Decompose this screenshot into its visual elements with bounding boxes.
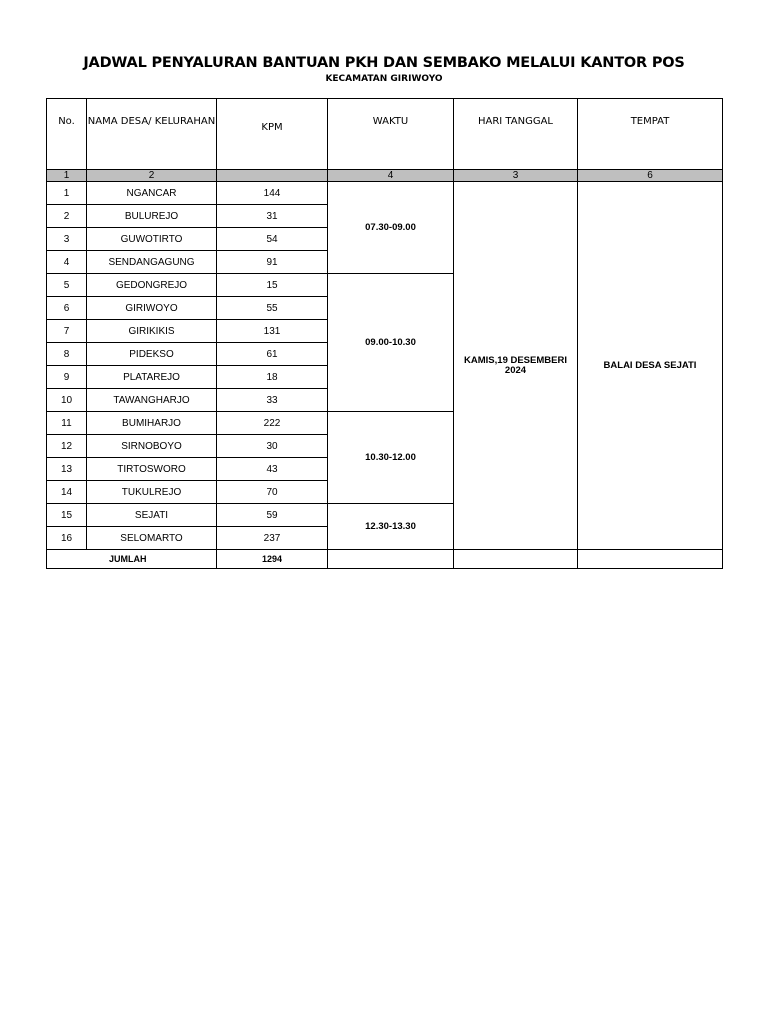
column-index-row (47, 170, 723, 182)
col-header-kpm: KPM (217, 99, 328, 170)
row-number: 8 (47, 343, 87, 366)
time-slot: 10.30-12.00 (328, 412, 454, 504)
village-name: GIRIWOYO (87, 297, 217, 320)
schedule-table (46, 98, 723, 569)
document-subtitle: KECAMATAN GIRIWOYO (325, 74, 443, 84)
table-header-row (47, 99, 723, 170)
kpm-count: 30 (217, 435, 328, 458)
index-cell: 3 (454, 170, 578, 182)
kpm-count: 61 (217, 343, 328, 366)
row-number: 1 (47, 182, 87, 205)
kpm-count: 54 (217, 228, 328, 251)
village-name: SIRNOBOYO (87, 435, 217, 458)
village-name: SENDANGAGUNG (87, 251, 217, 274)
row-number: 4 (47, 251, 87, 274)
index-cell: 4 (328, 170, 454, 182)
row-number: 5 (47, 274, 87, 297)
kpm-count: 33 (217, 389, 328, 412)
village-name: BULUREJO (87, 205, 217, 228)
row-number: 2 (47, 205, 87, 228)
kpm-count: 237 (217, 527, 328, 550)
row-number: 6 (47, 297, 87, 320)
total-label: JUMLAH (47, 550, 217, 569)
row-number: 14 (47, 481, 87, 504)
col-header-hari: HARI TANGGAL (454, 99, 578, 170)
time-slot: 09.00-10.30 (328, 274, 454, 412)
kpm-count: 43 (217, 458, 328, 481)
village-name: GUWOTIRTO (87, 228, 217, 251)
row-number: 13 (47, 458, 87, 481)
row-number: 12 (47, 435, 87, 458)
empty-cell (454, 550, 578, 569)
place-cell: BALAI DESA SEJATI (578, 182, 723, 550)
index-cell (217, 170, 328, 182)
village-name: TIRTOSWORO (87, 458, 217, 481)
kpm-count: 91 (217, 251, 328, 274)
row-number: 3 (47, 228, 87, 251)
index-cell: 6 (578, 170, 723, 182)
row-number: 16 (47, 527, 87, 550)
col-header-no: No. (47, 99, 87, 170)
row-number: 15 (47, 504, 87, 527)
empty-cell (328, 550, 454, 569)
village-name: PIDEKSO (87, 343, 217, 366)
total-row (47, 550, 723, 569)
kpm-count: 15 (217, 274, 328, 297)
village-name: PLATAREJO (87, 366, 217, 389)
time-slot: 12.30-13.30 (328, 504, 454, 550)
kpm-count: 55 (217, 297, 328, 320)
village-name: TUKULREJO (87, 481, 217, 504)
day-date-line: KAMIS,19 DESEMBERI (464, 354, 567, 366)
index-cell: 1 (47, 170, 87, 182)
village-name: SEJATI (87, 504, 217, 527)
total-kpm: 1294 (217, 550, 328, 569)
village-name: GEDONGREJO (87, 274, 217, 297)
village-name: GIRIKIKIS (87, 320, 217, 343)
kpm-count: 70 (217, 481, 328, 504)
index-cell: 2 (87, 170, 217, 182)
kpm-count: 18 (217, 366, 328, 389)
col-header-waktu: WAKTU (328, 99, 454, 170)
kpm-count: 59 (217, 504, 328, 527)
row-number: 9 (47, 366, 87, 389)
document-title: JADWAL PENYALURAN BANTUAN PKH DAN SEMBAKO MELALUI KANTOR POS (83, 55, 685, 71)
col-header-tempat: TEMPAT (578, 99, 723, 170)
kpm-count: 131 (217, 320, 328, 343)
kpm-count: 31 (217, 205, 328, 228)
row-number: 7 (47, 320, 87, 343)
table-row (47, 182, 723, 205)
row-number: 10 (47, 389, 87, 412)
village-name: BUMIHARJO (87, 412, 217, 435)
row-number: 11 (47, 412, 87, 435)
kpm-count: 144 (217, 182, 328, 205)
col-header-nama: NAMA DESA/ KELURAHAN (87, 99, 217, 170)
village-name: SELOMARTO (87, 527, 217, 550)
empty-cell (578, 550, 723, 569)
village-name: TAWANGHARJO (87, 389, 217, 412)
village-name: NGANCAR (87, 182, 217, 205)
time-slot: 07.30-09.00 (328, 182, 454, 274)
day-date-cell (454, 182, 578, 550)
kpm-count: 222 (217, 412, 328, 435)
day-date-year: 2024 (504, 364, 527, 376)
